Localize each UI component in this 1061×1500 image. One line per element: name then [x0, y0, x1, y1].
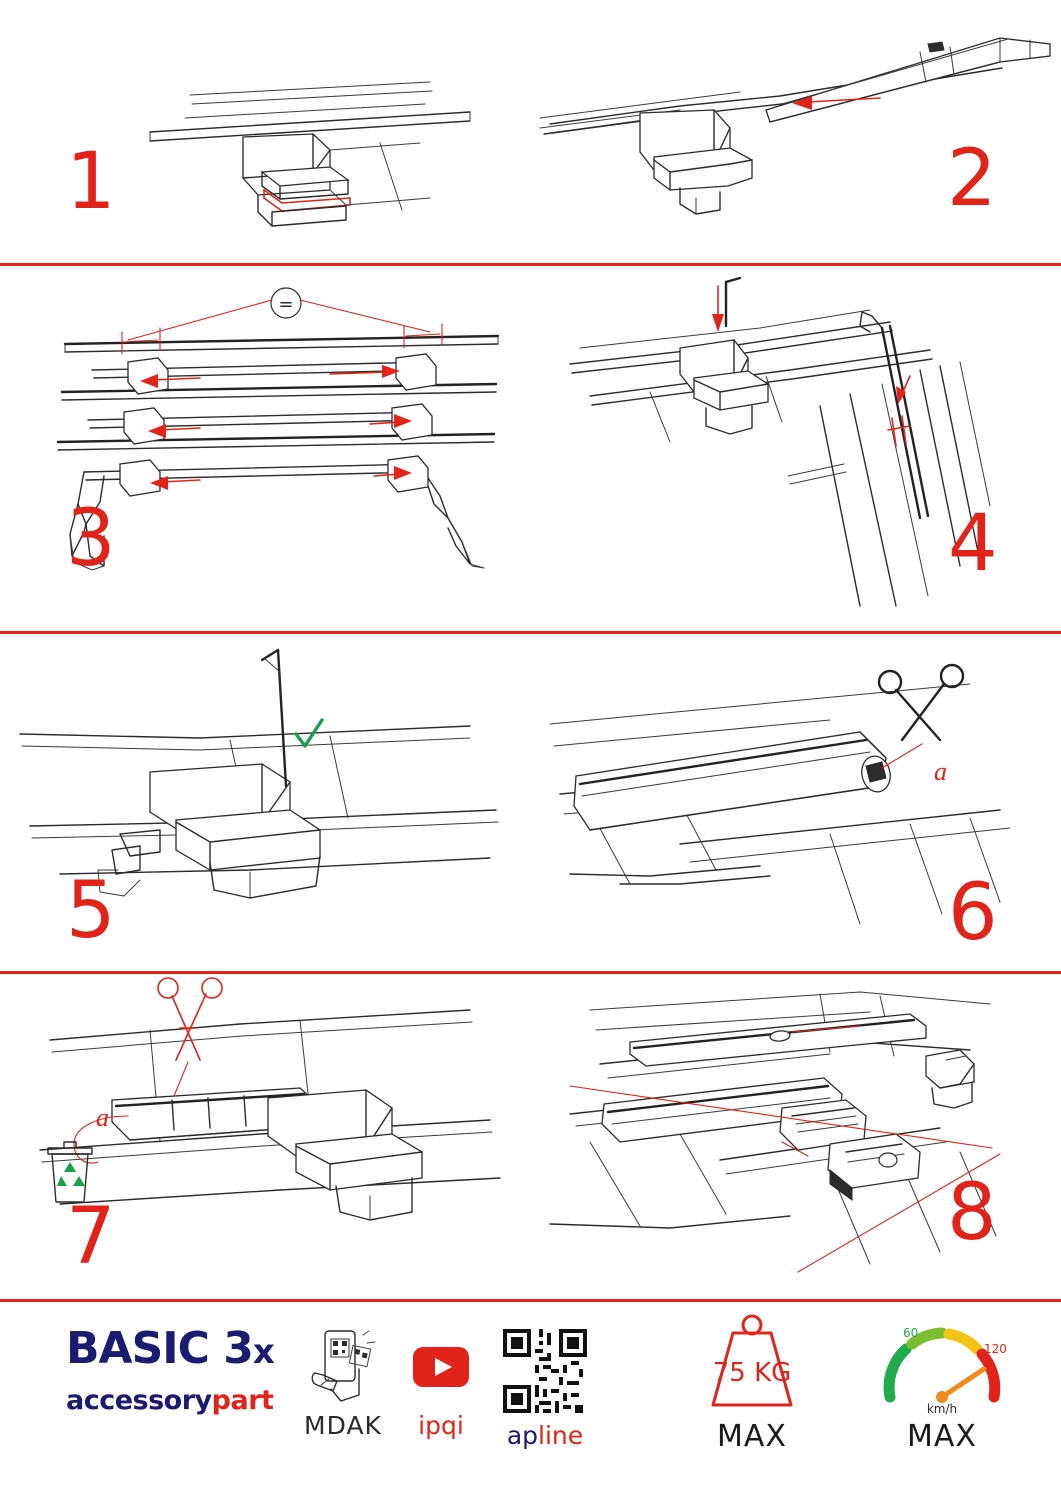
brand-block — [66, 1323, 296, 1416]
step-2-number: 2 — [947, 134, 997, 224]
mdak-logo-block — [288, 1329, 398, 1440]
scissors-icon-6 — [879, 665, 963, 740]
ipqi-label: ipqi — [418, 1411, 464, 1440]
speed-tick-high: 120 — [984, 1342, 1007, 1356]
step-4-panel — [530, 266, 1061, 631]
max-weight-value: 75 KG — [712, 1358, 792, 1388]
marker-a-7: a — [96, 1103, 109, 1132]
brand-sub-second: part — [211, 1385, 274, 1416]
youtube-icon[interactable] — [413, 1347, 469, 1387]
max-speed-block — [862, 1313, 1022, 1454]
speed-tick-low: 60 — [903, 1326, 919, 1340]
apline-text-first: ap — [506, 1421, 539, 1450]
speed-unit: km/h — [926, 1402, 958, 1416]
max-weight-label: MAX — [717, 1419, 787, 1454]
ipqi-logo-block — [398, 1329, 484, 1440]
step-3-panel — [0, 266, 530, 631]
step-6-panel — [530, 634, 1061, 971]
speedometer-icon — [872, 1313, 1012, 1417]
scissors-icon-7 — [158, 978, 222, 1060]
step-8-number: 8 — [947, 1168, 997, 1258]
step-1-number: 1 — [66, 137, 116, 227]
brand-subtitle — [66, 1387, 296, 1414]
qr-code-icon[interactable] — [503, 1329, 587, 1413]
brand-sub-first: accessory — [66, 1385, 212, 1416]
apline-text-second: line — [538, 1421, 584, 1450]
mdak-text-first: MD — [304, 1411, 347, 1440]
step-8-panel — [530, 974, 1061, 1299]
step-5-number: 5 — [66, 866, 116, 956]
step-6-number: 6 — [948, 868, 998, 958]
brand-title-text: BASIC 3 — [66, 1323, 253, 1374]
hand-phone-qr-icon — [307, 1329, 379, 1403]
step-4-number: 4 — [948, 499, 998, 589]
max-speed-label: MAX — [907, 1419, 977, 1454]
marker-a-6: a — [934, 757, 947, 786]
step-7-panel — [0, 974, 530, 1299]
brand-title-suffix: x — [252, 1332, 274, 1372]
mdak-text-second: AK — [346, 1411, 382, 1440]
step-2-panel — [530, 0, 1061, 263]
step-1-panel — [0, 0, 530, 263]
weight-icon — [687, 1313, 817, 1417]
max-weight-block — [672, 1313, 832, 1454]
apline-label — [480, 1421, 610, 1450]
footer — [0, 1299, 1061, 1500]
svg-text:=: = — [278, 294, 294, 315]
brand-title — [66, 1323, 296, 1374]
step-5-panel — [0, 634, 530, 971]
mdak-label — [288, 1411, 398, 1440]
step-7-number: 7 — [66, 1192, 116, 1282]
apline-logo-block — [480, 1329, 610, 1450]
step-3-number: 3 — [66, 494, 116, 584]
